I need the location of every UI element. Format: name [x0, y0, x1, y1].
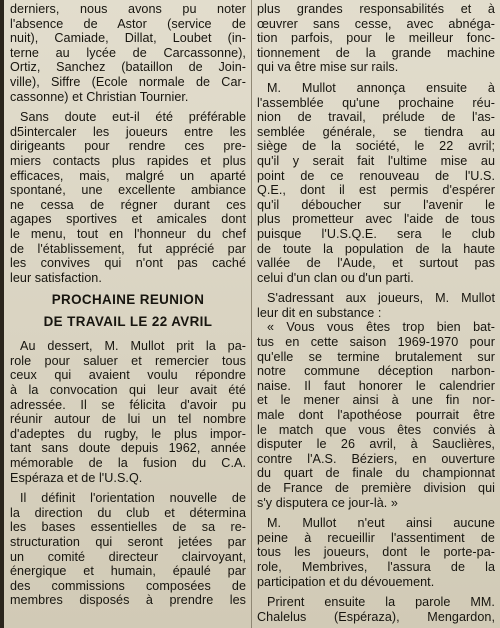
text-line: la direction du club et détermina: [10, 505, 246, 520]
text-line: efficaces, mais, malgré un aparté: [10, 168, 246, 183]
text-line: ne cessa de régner durant ces: [10, 197, 246, 212]
text-line: M. Mullot annonça ensuite à: [267, 80, 495, 95]
text-line: terne au lycée de Carcassonne),: [10, 45, 246, 60]
text-line: des commissions composées de: [10, 578, 246, 593]
text-line: siège de la société, le 22 avril;: [257, 139, 495, 154]
text-line: le menu, tout en l'honneur du chef: [10, 226, 246, 241]
text-line: Au dessert, M. Mullot prit la pa-: [20, 339, 246, 354]
text-line: d'adeptes du rugby, le plus impor-: [10, 426, 246, 441]
text-line: adressée. Il se félicita d'avoir pu: [10, 397, 246, 412]
text-line: tionnement de la grande machine: [257, 45, 495, 60]
text-line: Ortiz, Sanchez (bataillon de Join-: [10, 60, 246, 75]
text-line: tant sans doute depuis 1962, année: [10, 441, 246, 456]
left-column: [10, 2, 246, 628]
text-line: Il définit l'orientation nouvelle de: [20, 491, 246, 506]
text-line: plus prometteur avec l'aide de tous: [257, 212, 495, 227]
text-line: role pour saluer et remercier tous: [10, 353, 246, 368]
text-line: cassonne) et Christian Tournier.: [10, 89, 189, 104]
text-line: Chalelus (Espéraza), Mengardon,: [257, 609, 495, 624]
text-line: Sans doute eut-il été préférable: [20, 110, 246, 125]
text-line: structuration qui seront jetées par: [10, 535, 246, 549]
text-line: naise. Il faut honorer le calendrier: [257, 378, 495, 393]
text-line: qu'il déboucher sur l'avenir le: [257, 197, 495, 212]
text-line: notre commune déception narbon-: [257, 364, 495, 379]
text-line: Q.E., dont il est permis d'espérer: [257, 183, 495, 198]
text-line: « Vous vous êtes trop bien bat-: [267, 320, 495, 335]
text-line: nuit), Camiade, Dillat, Loubet (in-: [10, 31, 246, 46]
left-column-rule: [0, 0, 4, 628]
text-line: contre l'A.S. Béziers, en ouverture: [257, 451, 495, 466]
text-line: semblée générale, se tiendra au: [257, 124, 495, 139]
left-column-text: [10, 2, 246, 285]
text-line: tous les joueurs, dont le porte-pa-: [257, 545, 495, 560]
text-line: leur satisfaction.: [10, 270, 102, 285]
text-line: nion de travail, prélude de l'as-: [257, 110, 495, 125]
text-line: S'adressant aux joueurs, M. Mullot: [267, 291, 495, 306]
text-line: à la convocation qui leur avait été: [10, 383, 246, 398]
text-line: participation et du dévouement.: [257, 574, 435, 589]
left-column-text-continued: [10, 339, 246, 608]
text-line: male dont l'apothéose pourrait être: [257, 408, 495, 423]
text-line: et le mener ainsi à une fin nor-: [257, 393, 495, 408]
text-line: un comité directeur clairvoyant,: [10, 549, 246, 564]
section-heading-line-1: PROCHAINE REUNION: [51, 292, 205, 308]
text-line: s'y disputera ce jour-là. »: [257, 495, 398, 510]
text-line: de France de première division qui: [257, 481, 495, 495]
text-line: œuvrer sans cesse, avec abnéga-: [257, 16, 495, 31]
text-line: l'assemblée qu'une prochaine réu-: [257, 95, 495, 110]
text-line: leur dit en substance :: [257, 305, 382, 320]
text-line: le match que vous êtes conviés à: [257, 422, 495, 437]
text-line: celui d'un clan ou d'un parti.: [257, 270, 414, 285]
text-line: d5intercaler les joueurs entre les: [10, 124, 246, 139]
text-line: point de ce renouveau de l'U.S.: [257, 168, 495, 183]
text-line: vallée de l'Aude, et surtout pas: [257, 256, 495, 271]
text-line: derniers, nous avons pu noter: [10, 2, 246, 16]
text-line: énergique et humain, épaulé par: [10, 564, 246, 579]
text-line: de l'établissement, fut apprécié par: [10, 241, 246, 256]
text-line: membres disposés à prendre les: [10, 593, 246, 608]
right-column: [257, 2, 495, 628]
text-line: qu'elle se termine brutalement sur: [257, 349, 495, 364]
text-line: dirigeants pour rendre ces pre-: [10, 139, 246, 154]
column-divider: [251, 0, 252, 628]
text-line: role, Membrives, l'assura de la: [257, 559, 495, 574]
text-line: agapes sportives et amicales dont: [10, 212, 246, 227]
text-line: du quart de finale du championnat: [257, 466, 495, 481]
text-line: mémorable de la fusion du C.A.: [10, 456, 246, 471]
text-line: de toute la population de la haute: [257, 241, 495, 256]
text-line: ville), Siffre (Ecole normale de Car-: [10, 74, 246, 89]
text-line: puisque l'U.S.Q.E. sera le club: [257, 226, 495, 241]
text-line: M. Mullot n'eut ainsi aucune: [267, 516, 495, 531]
section-heading-line-2: DE TRAVAIL LE 22 AVRIL: [43, 314, 213, 330]
text-line: disputer le 26 avril, à Sauclières,: [257, 437, 495, 452]
text-line: tus en cette saison 1969-1970 pour: [257, 335, 495, 350]
right-column-text: [257, 2, 495, 624]
text-line: miers contacts plus rapides et plus: [10, 153, 246, 168]
text-line: réunir autour de lui un tel nombre: [10, 412, 246, 427]
text-line: les convives qui n'ont pas caché: [10, 256, 246, 271]
text-line: qu'il y serait fait l'ultime mise au: [257, 153, 495, 168]
text-line: l'absence de Astor (service de: [10, 16, 246, 31]
text-line: peine à recueillir l'assentiment de: [257, 530, 495, 545]
text-line: Espéraza et de l'U.S.Q.: [10, 470, 143, 485]
text-line: les bases essentielles de sa re-: [10, 520, 246, 535]
text-line: plus grandes responsabilités et à: [257, 2, 495, 16]
text-line: spontané, une excellente ambiance: [10, 183, 246, 198]
text-line: tion parfois, pour le meilleur fonc-: [257, 31, 495, 46]
text-line: qui va être mise sur rails.: [257, 60, 399, 75]
text-line: ceux qui avaient voulu répondre: [10, 368, 246, 383]
text-line: Prirent ensuite la parole MM.: [267, 595, 495, 610]
